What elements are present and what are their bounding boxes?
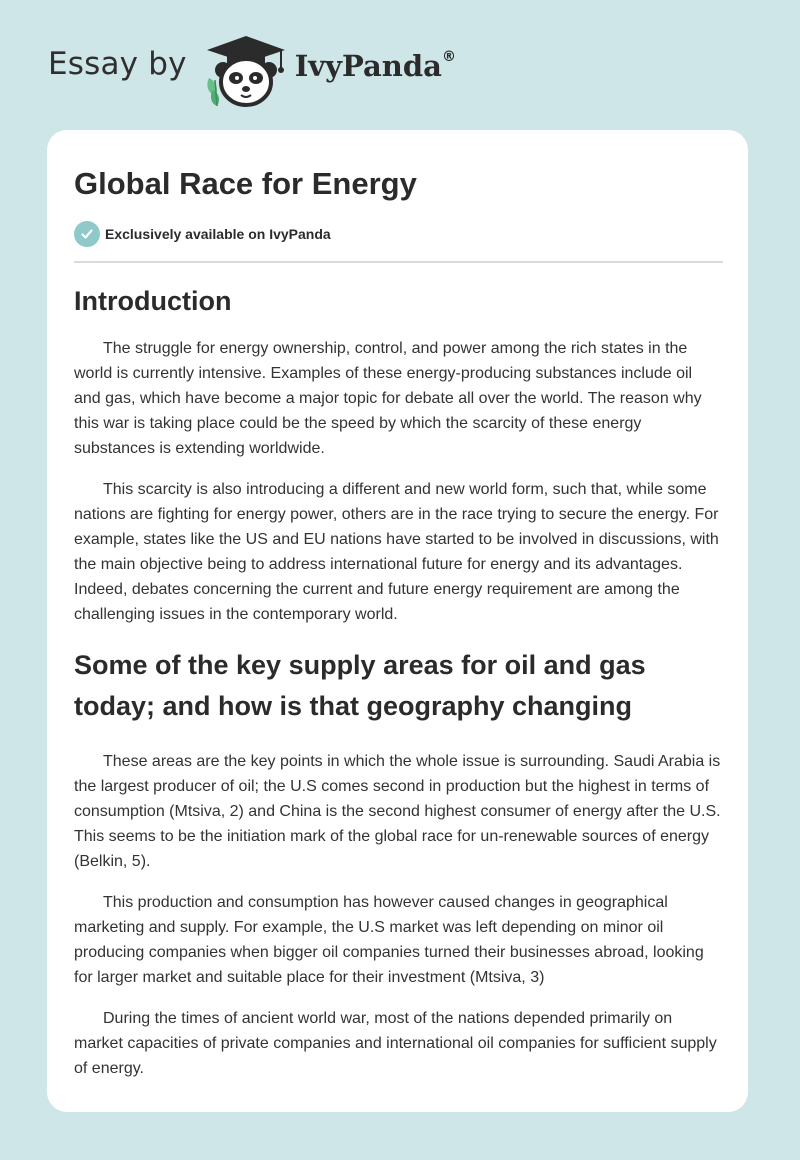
exclusive-badge [74, 221, 331, 247]
paragraph: These areas are the key points in which the whole issue is surrounding. Saudi Arabia is the largest producer of oil; the U.S comes second in production but the highest in terms of consumption (Mtsiva, 2) and China is the second highest consumer of energy after the U.S. This seems to be the initiation mark of the global race for un-renewable sources of energy (Belkin, 5). [74, 753, 721, 870]
section-heading-supply-areas: Some of the key supply areas for oil and gas today; and how is that geography changing [74, 650, 646, 721]
paragraph: During the times of ancient world war, most of the nations depended primarily on market capacities of private companies and international oil companies for sufficient supply of energy. [74, 1010, 717, 1077]
essay-by-label: Essay by [48, 46, 187, 82]
paragraph: The struggle for energy ownership, control, and power among the rich states in the world is currently intensive. Examples of these energy-producing substances include oil and gas, which have become a major topic for debate all over the world. The reason why this war is taking place could be the speed by which the scarcity of these energy substances is extending worldwide. [74, 340, 702, 457]
exclusive-badge-label: Exclusively available on IvyPanda [105, 226, 331, 242]
checkmark-icon [74, 221, 100, 247]
page-title: Global Race for Energy [74, 166, 417, 201]
paragraph: This production and consumption has however caused changes in geographical marketing and supply. For example, the U.S market was left depending on minor oil producing companies when bigger oil companies turned their businesses abroad, looking for larger market and suitable place for their investment (Mtsiva, 3) [74, 894, 704, 986]
section-heading-introduction: Introduction [74, 286, 232, 316]
registered-mark: ® [441, 49, 456, 66]
site-header [48, 30, 456, 110]
ivypanda-brand-name[interactable]: IvyPanda® [294, 49, 456, 83]
paragraph: This scarcity is also introducing a different and new world form, such that, while some nations are fighting for energy power, others are in the race trying to secure the energy. For example, states like the US and EU nations have started to be involved in discussions, with the main objective being to address international future for energy and its advantages. Indeed, debates concerning the current and future energy requirement are among the challenging issues in the contemporary world. [74, 481, 719, 623]
title-divider [74, 261, 723, 263]
ivypanda-logo-icon[interactable] [201, 30, 291, 110]
essay-card [47, 130, 748, 1112]
essay-body [74, 280, 723, 1097]
